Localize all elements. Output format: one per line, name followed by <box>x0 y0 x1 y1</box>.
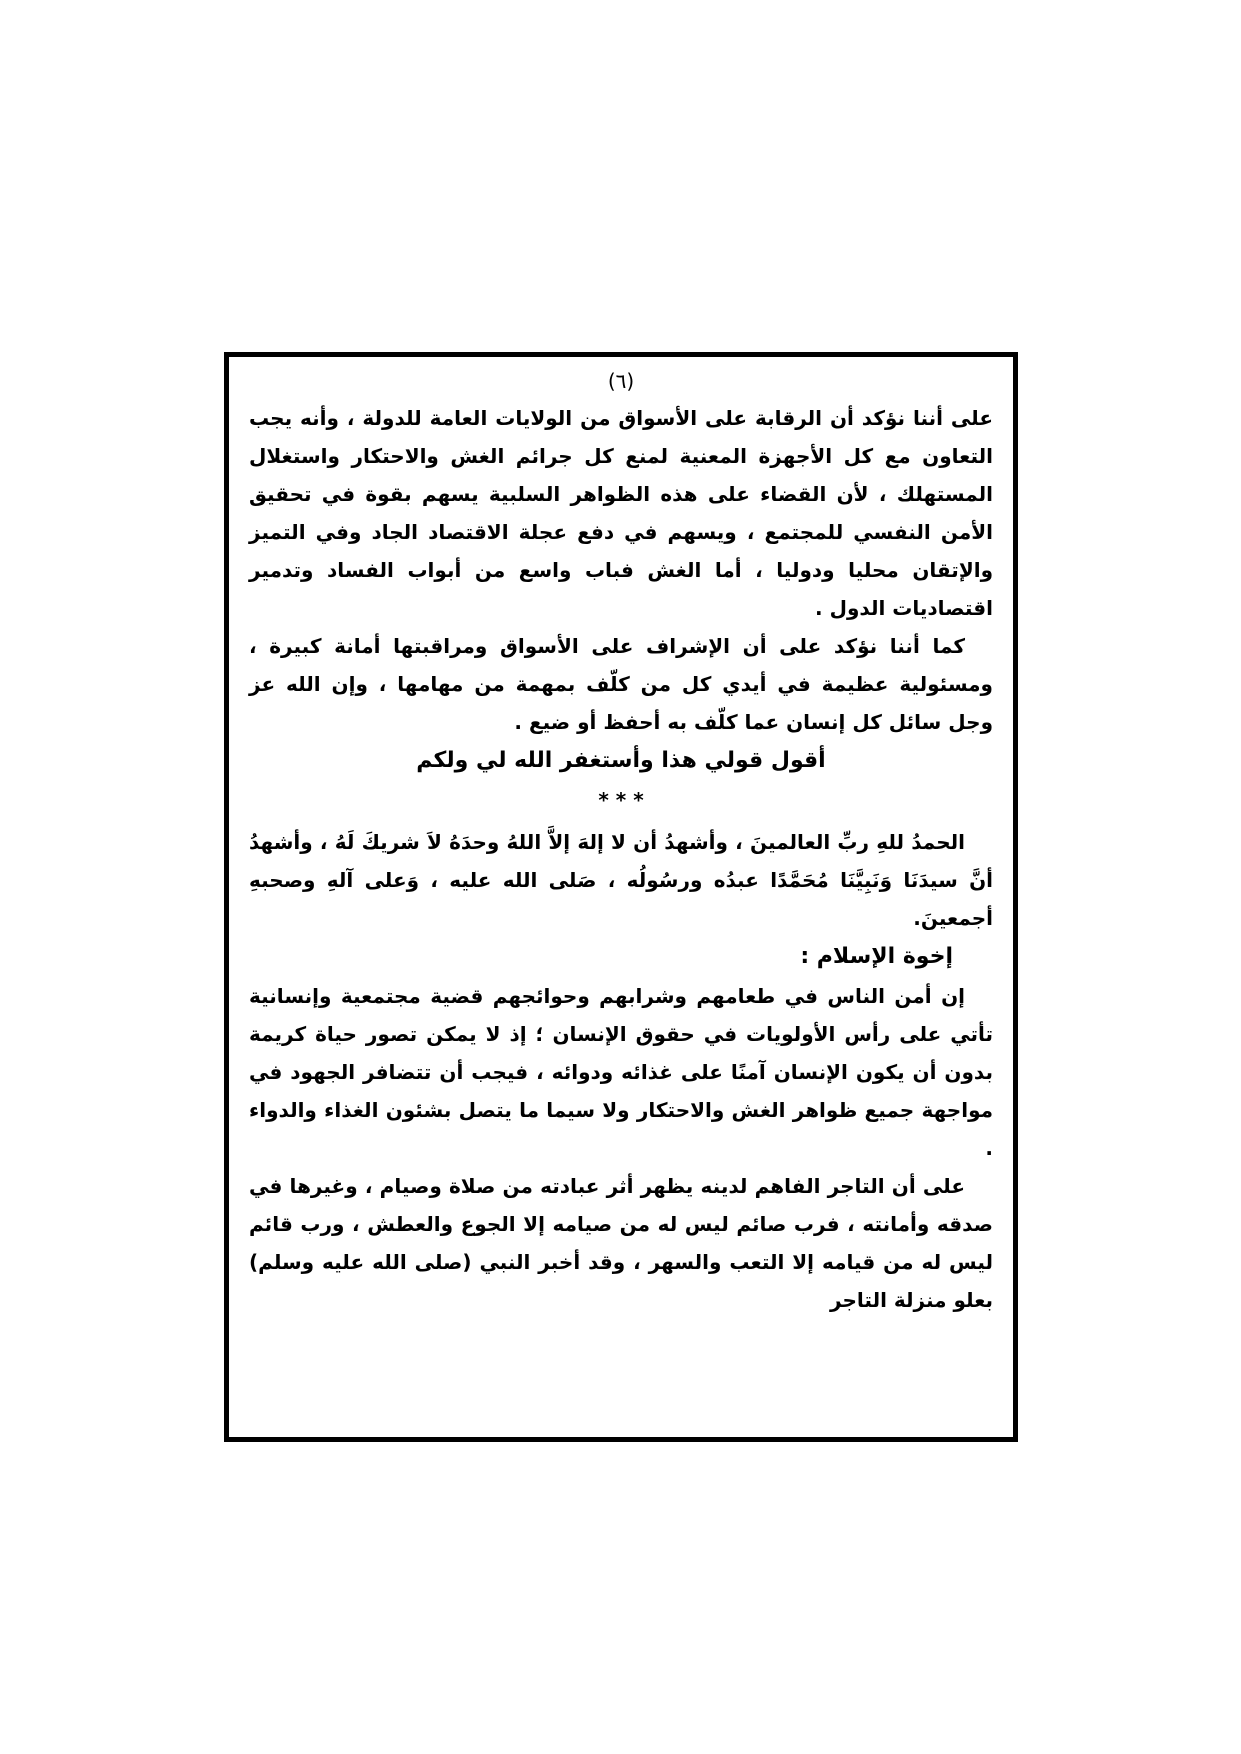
text-block-markets <box>249 399 993 741</box>
paragraph-supervision-trust: كما أننا نؤكد على أن الإشراف على الأسواق ومراقبتها أمانة كبيرة ، ومسئولية عظيمة في أيدي كل من كلّف بمهمة من مهامها ، وإن الله عز وجل سائل كل إنسان عما كلّف به أحفظ أو ضيع . <box>249 634 993 734</box>
text-block-safety <box>249 977 993 1319</box>
paragraph-praise: الحمدُ للهِ ربِّ العالمينَ ، وأشهدُ أن لا إلهَ إلاَّ اللهُ وحدَهُ لاَ شريكَ لَهُ ، وأشهدُ أنَّ سيدَنَا وَنَبِيَّنَا مُحَمَّدًا عبدُه ورسُولُه ، صَلى الله عليه ، وَعلى آلهِ وصحبهِ أجمعينَ. <box>249 830 993 930</box>
paragraph-market-oversight: على أننا نؤكد أن الرقابة على الأسواق من الولايات العامة للدولة ، وأنه يجب التعاون مع كل الأجهزة المعنية لمنع كل جرائم الغش والاحتكار واستغلال المستهلك ، لأن القضاء على هذه الظواهر السلبية يسهم بقوة في تحقيق الأمن النفسي للمجتمع ، ويسهم في دفع عجلة الاقتصاد الجاد وفي التميز والإتقان محليا ودوليا ، أما الغش فباب واسع من أبواب الفساد وتدمير اقتصاديات الدول . <box>249 406 993 620</box>
page-number: (٦) <box>607 369 635 393</box>
paragraph-food-safety: إن أمن الناس في طعامهم وشرابهم وحوائجهم قضية مجتمعية وإنسانية تأتي على رأس الأولويات في حقوق الإنسان ؛ إذ لا يمكن تصور حياة كريمة بدون أن يكون الإنسان آمنًا على غذائه ودوائه ، فيجب أن تتضافر الجهود في مواجهة جميع ظواهر الغش والاحتكار ولا سيما ما يتصل بشئون الغذاء والدواء . <box>249 984 993 1160</box>
page-frame <box>224 352 1018 1442</box>
closing-heading: أقول قولي هذا وأستغفر الله لي ولكم <box>416 748 826 773</box>
section-separator: * * * <box>598 788 644 812</box>
brothers-heading: إخوة الإسلام : <box>800 944 953 969</box>
text-block-praise <box>249 823 993 937</box>
paragraph-honest-merchant: على أن التاجر الفاهم لدينه يظهر أثر عبادته من صلاة وصيام ، وغيرها في صدقه وأمانته ، فرب صائم ليس له من صيامه إلا الجوع والعطش ، ورب قائم ليس له من قيامه إلا التعب والسهر ، وقد أخبر النبي (صلى الله عليه وسلم) بعلو منزلة التاجر <box>249 1174 993 1312</box>
